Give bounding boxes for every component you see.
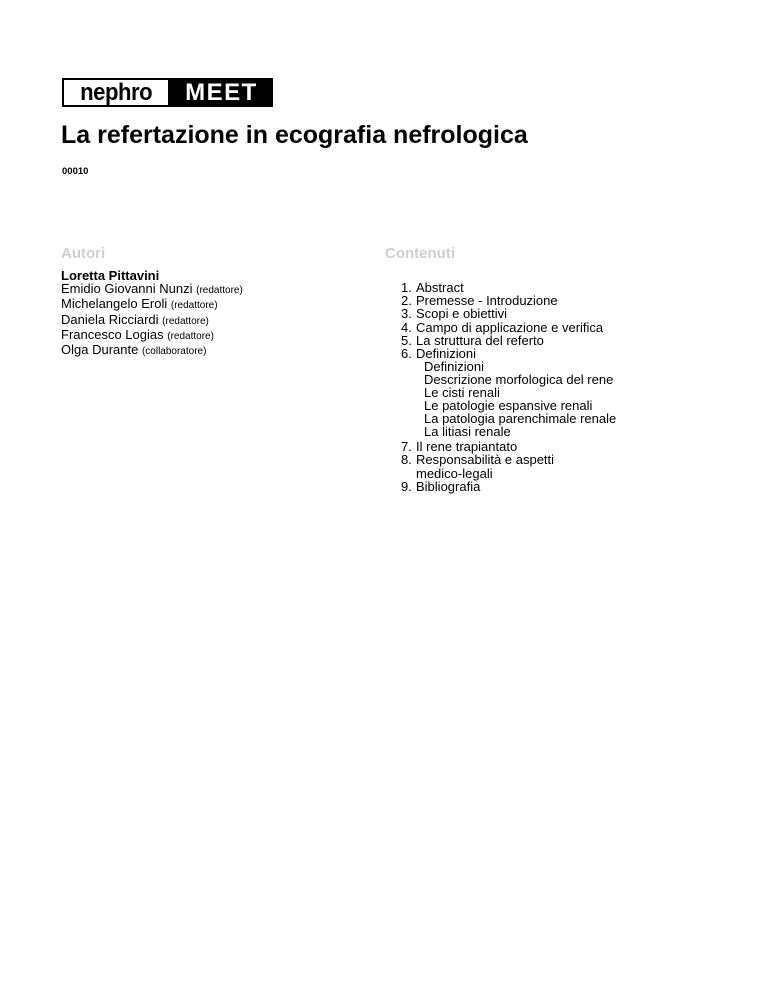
toc-number: 2. (401, 293, 412, 309)
author-role: (redattore) (196, 285, 243, 297)
logo-meet-box (170, 78, 273, 107)
toc-label: Il rene trapiantato (416, 439, 518, 455)
toc-item-responsabilita[interactable] (401, 453, 616, 479)
author-name: Michelangelo Eroli (61, 296, 168, 312)
author-item (61, 297, 243, 312)
toc-subitem[interactable]: La patologia parenchimale renale (424, 411, 617, 427)
logo-nephro-box (62, 78, 170, 107)
toc-subitem[interactable]: Definizioni (424, 359, 484, 375)
toc-item-definizioni[interactable] (401, 347, 616, 438)
toc-label: Campo di applicazione e verifica (416, 319, 604, 335)
contents-heading: Contenuti (385, 245, 455, 262)
document-title: La refertazione in ecografia nefrologica (61, 121, 528, 149)
toc-number: 1. (401, 280, 412, 295)
author-item (61, 328, 243, 343)
toc-subitem[interactable]: Descrizione morfologica del rene (424, 372, 614, 388)
toc-sublist (401, 360, 616, 438)
toc-number: 3. (401, 306, 412, 322)
toc-number: 8. (401, 452, 412, 468)
toc-label: Abstract (416, 280, 464, 295)
toc-number: 5. (401, 332, 412, 348)
author-item (61, 343, 243, 358)
toc-number: 6. (401, 346, 412, 362)
toc-label: Bibliografia (416, 478, 481, 494)
toc-label: Premesse - Introduzione (416, 293, 558, 309)
document-code: 00010 (62, 166, 89, 177)
author-item (61, 313, 243, 328)
author-role: (redattore) (167, 330, 214, 342)
toc-subitem[interactable]: Le cisti renali (424, 385, 500, 401)
logo-meet-text: MEET (185, 78, 258, 106)
toc-number: 9. (401, 478, 412, 494)
toc-label: Responsabilità e aspetti (416, 452, 555, 468)
toc-label: Definizioni (416, 346, 476, 362)
lead-author: Loretta Pittavini (61, 268, 160, 283)
toc-number: 4. (401, 319, 412, 335)
toc-item-bibliografia[interactable] (401, 480, 616, 493)
author-role: (redattore) (162, 315, 209, 327)
toc-subitem[interactable]: La litiasi renale (424, 424, 511, 440)
toc-label: La struttura del referto (416, 332, 544, 348)
toc-subitem[interactable]: Le patologie espansive renali (424, 398, 593, 414)
toc-number: 7. (401, 439, 412, 455)
author-name: Francesco Logias (61, 326, 164, 342)
nephromeet-logo (62, 78, 273, 107)
table-of-contents (401, 281, 616, 493)
author-name: Olga Durante (61, 342, 139, 358)
author-item (61, 282, 243, 297)
authors-heading: Autori (61, 245, 106, 262)
authors-list (61, 269, 243, 358)
logo-nephro-text: nephro (79, 78, 153, 106)
toc-label: Scopi e obiettivi (416, 306, 508, 322)
toc-label-continued: medico-legali (416, 465, 493, 481)
author-name: Emidio Giovanni Nunzi (61, 281, 193, 297)
author-role: (collaboratore) (141, 346, 207, 358)
author-role: (redattore) (170, 300, 218, 312)
author-name: Daniela Ricciardi (61, 311, 159, 327)
